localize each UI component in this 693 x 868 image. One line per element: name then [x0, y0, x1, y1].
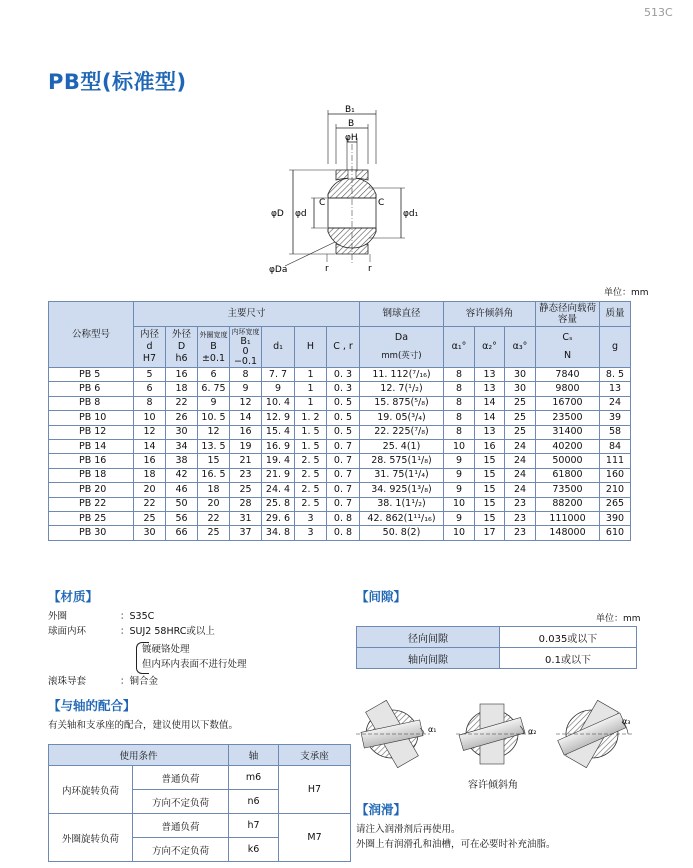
cell-g: 58 — [600, 425, 631, 439]
cell-a3: 24 — [505, 454, 536, 468]
table-row — [49, 454, 631, 468]
cell-a3: 30 — [505, 382, 536, 396]
cell-a3: 25 — [505, 396, 536, 410]
cell-da: 19. 05(³/₄) — [360, 411, 444, 425]
tilt-label-a3: α₃ — [622, 717, 631, 726]
cell-b1: 9 — [230, 382, 262, 396]
table-row — [49, 511, 631, 525]
cell-d: 6 — [134, 382, 166, 396]
cell-cs: 40200 — [536, 439, 600, 453]
tilt-angle-diagram — [352, 694, 642, 774]
fit-shaft: n6 — [229, 790, 279, 814]
label-b: B — [348, 119, 355, 129]
spec-table-body — [49, 368, 631, 541]
cell-d1: 15. 4 — [262, 425, 295, 439]
unit-label: 单位：mm — [604, 288, 649, 298]
cell-h: 3 — [295, 526, 327, 540]
clearance-label: 径向间隙 — [357, 627, 500, 648]
cell-a2: 15 — [475, 483, 505, 497]
cell-d: 16 — [134, 454, 166, 468]
fit-row — [49, 814, 351, 838]
inner-ring-value: ：SUJ2 58HRC或以上 — [120, 626, 215, 637]
cell-d1: 10. 4 — [262, 396, 295, 410]
cell-d: 26 — [166, 411, 198, 425]
header-B1-name: 内环宽度 — [231, 328, 260, 336]
fit-table — [48, 744, 351, 862]
cell-h: 1. 5 — [295, 439, 327, 453]
table-row — [49, 526, 631, 540]
cell-cs: 7840 — [536, 368, 600, 382]
table-row — [49, 396, 631, 410]
header-a3: α₃° — [505, 327, 536, 368]
cell-g: 39 — [600, 411, 631, 425]
cell-a3: 23 — [505, 511, 536, 525]
fit-description: 有关轴和支承座的配合，建议使用以下数值。 — [48, 720, 239, 731]
header-B-sym: B — [210, 341, 217, 352]
header-d1: d₁ — [262, 327, 295, 368]
cell-d: 30 — [134, 526, 166, 540]
label-phi-Da: φDa — [269, 265, 288, 274]
cell-b: 13. 5 — [198, 439, 230, 453]
cell-d1: 12. 9 — [262, 411, 295, 425]
cell-cr: 0. 7 — [327, 454, 360, 468]
cell-b1: 37 — [230, 526, 262, 540]
table-row — [49, 411, 631, 425]
cell-b: 9 — [198, 396, 230, 410]
header-Cr: C , r — [327, 327, 360, 368]
cell-model: PB 25 — [49, 511, 134, 525]
cell-b1: 31 — [230, 511, 262, 525]
cell-model: PB 5 — [49, 368, 134, 382]
header-mass: 质量 — [600, 302, 631, 327]
cell-b: 15 — [198, 454, 230, 468]
cell-d: 46 — [166, 483, 198, 497]
cell-cr: 0. 7 — [327, 439, 360, 453]
header-B1-tol-upper: 0 — [242, 346, 249, 357]
cell-b1: 28 — [230, 497, 262, 511]
cell-cr: 0. 7 — [327, 483, 360, 497]
cell-a1: 8 — [444, 396, 475, 410]
cell-cs: 61800 — [536, 468, 600, 482]
cell-d: 38 — [166, 454, 198, 468]
cell-d: 56 — [166, 511, 198, 525]
cell-cr: 0. 7 — [327, 497, 360, 511]
header-Da-sym: Da — [394, 332, 409, 343]
header-Cs-sym: Cₛ — [562, 332, 573, 343]
cell-d: 12 — [134, 425, 166, 439]
cell-b: 25 — [198, 526, 230, 540]
label-b1: B₁ — [345, 105, 355, 115]
table-row — [49, 483, 631, 497]
header-Cs-unit: N — [563, 350, 572, 361]
cell-cs: 31400 — [536, 425, 600, 439]
cell-d: 20 — [134, 483, 166, 497]
header-a1: α₁° — [444, 327, 475, 368]
label-r-2: r — [368, 264, 372, 274]
cell-h: 3 — [295, 511, 327, 525]
cell-model: PB 6 — [49, 382, 134, 396]
header-Da — [360, 327, 444, 368]
cell-a3: 25 — [505, 411, 536, 425]
cell-a1: 8 — [444, 368, 475, 382]
cell-da: 22. 225(⁷/₈) — [360, 425, 444, 439]
table-row — [49, 439, 631, 453]
cell-model: PB 14 — [49, 439, 134, 453]
page-number: 513C — [644, 6, 673, 19]
header-B — [198, 327, 230, 368]
header-model: 公称型号 — [49, 302, 134, 368]
cell-b1: 8 — [230, 368, 262, 382]
cell-da: 50. 8(2) — [360, 526, 444, 540]
header-D-sym: D — [177, 341, 186, 352]
cell-a1: 9 — [444, 483, 475, 497]
header-D-tol: h6 — [175, 353, 188, 364]
fit-condition: 外圈旋转负荷 — [49, 814, 133, 862]
cell-d: 14 — [134, 439, 166, 453]
tilt-fig-3 — [556, 700, 634, 767]
cell-a2: 14 — [475, 396, 505, 410]
cell-cs: 88200 — [536, 497, 600, 511]
header-D — [166, 327, 198, 368]
spec-table — [48, 301, 631, 541]
cell-cr: 0. 8 — [327, 511, 360, 525]
fit-condition: 内环旋转负荷 — [49, 766, 133, 814]
cell-a2: 17 — [475, 526, 505, 540]
cell-a3: 23 — [505, 497, 536, 511]
cell-da: 34. 925(1³/₈) — [360, 483, 444, 497]
cell-g: 24 — [600, 396, 631, 410]
cell-d1: 16. 9 — [262, 439, 295, 453]
material-note-1: 镀硬铬处理 — [142, 644, 190, 655]
header-a2: α₂° — [475, 327, 505, 368]
cell-g: 610 — [600, 526, 631, 540]
label-phi-D: φD — [271, 209, 284, 219]
liner-value: ：铜合金 — [120, 676, 159, 687]
cell-b: 6 — [198, 368, 230, 382]
clearance-value: 0.035或以下 — [500, 627, 637, 648]
cell-b1: 14 — [230, 411, 262, 425]
cell-b: 6. 75 — [198, 382, 230, 396]
cell-b: 22 — [198, 511, 230, 525]
fit-header-shaft: 轴 — [229, 745, 279, 766]
cell-h: 2. 5 — [295, 483, 327, 497]
cell-da: 42. 862(1¹¹/₁₆) — [360, 511, 444, 525]
table-row — [49, 368, 631, 382]
cell-a1: 9 — [444, 454, 475, 468]
cell-cs: 50000 — [536, 454, 600, 468]
lubrication-line-1: 请注入润滑剂后再使用。 — [356, 824, 461, 835]
cell-model: PB 16 — [49, 454, 134, 468]
header-B-name: 外圈宽度 — [199, 331, 228, 339]
cell-b1: 23 — [230, 468, 262, 482]
cell-model: PB 8 — [49, 396, 134, 410]
clearance-label: 轴向间隙 — [357, 648, 500, 669]
cell-model: PB 22 — [49, 497, 134, 511]
label-c-left: C — [319, 198, 326, 208]
fit-header-condition: 使用条件 — [49, 745, 229, 766]
cell-h: 2. 5 — [295, 468, 327, 482]
cell-d: 66 — [166, 526, 198, 540]
cell-cs: 73500 — [536, 483, 600, 497]
cell-a2: 15 — [475, 497, 505, 511]
cell-d: 16 — [166, 368, 198, 382]
lubrication-line-2: 外圈上有润滑孔和油槽，可在必要时补充油脂。 — [356, 839, 556, 850]
cell-d: 34 — [166, 439, 198, 453]
cell-b1: 25 — [230, 483, 262, 497]
cell-a3: 24 — [505, 468, 536, 482]
cell-g: 210 — [600, 483, 631, 497]
cell-d: 30 — [166, 425, 198, 439]
cell-h: 2. 5 — [295, 497, 327, 511]
cell-d: 5 — [134, 368, 166, 382]
cell-da: 38. 1(1¹/₂) — [360, 497, 444, 511]
label-c-right: C — [378, 198, 385, 208]
cell-b1: 12 — [230, 396, 262, 410]
cell-cs: 16700 — [536, 396, 600, 410]
cell-d: 42 — [166, 468, 198, 482]
cell-g: 265 — [600, 497, 631, 511]
cell-b: 20 — [198, 497, 230, 511]
cell-h: 1 — [295, 396, 327, 410]
cell-a1: 9 — [444, 468, 475, 482]
fit-header-housing: 支承座 — [279, 745, 351, 766]
cell-d: 22 — [166, 396, 198, 410]
cell-a3: 23 — [505, 526, 536, 540]
cell-h: 1. 2 — [295, 411, 327, 425]
header-tilt: 容许倾斜角 — [444, 302, 536, 327]
cell-a2: 13 — [475, 368, 505, 382]
header-H: H — [295, 327, 327, 368]
cell-d1: 9 — [262, 382, 295, 396]
label-phi-h: φH — [345, 133, 358, 143]
header-B1 — [230, 327, 262, 368]
cell-b: 10. 5 — [198, 411, 230, 425]
table-row — [49, 425, 631, 439]
cell-b: 18 — [198, 483, 230, 497]
cell-model: PB 18 — [49, 468, 134, 482]
cell-a1: 10 — [444, 526, 475, 540]
cell-model: PB 10 — [49, 411, 134, 425]
fit-shaft: m6 — [229, 766, 279, 790]
cell-a2: 14 — [475, 411, 505, 425]
cell-d: 22 — [134, 497, 166, 511]
cell-b1: 21 — [230, 454, 262, 468]
table-row — [49, 468, 631, 482]
cell-cr: 0. 5 — [327, 396, 360, 410]
tilt-label-a2: α₂ — [528, 727, 537, 736]
fit-shaft: k6 — [229, 838, 279, 862]
header-Da-unit: mm(英寸) — [381, 351, 422, 361]
fit-load: 方向不定负荷 — [133, 838, 229, 862]
cell-d1: 19. 4 — [262, 454, 295, 468]
cell-cr: 0. 3 — [327, 368, 360, 382]
tilt-label-a1: α₁ — [428, 725, 437, 734]
cell-h: 1. 5 — [295, 425, 327, 439]
cell-a3: 30 — [505, 368, 536, 382]
cell-h: 1 — [295, 382, 327, 396]
cell-da: 15. 875(⁵/₈) — [360, 396, 444, 410]
cell-d1: 24. 4 — [262, 483, 295, 497]
cell-a1: 10 — [444, 497, 475, 511]
cell-g: 13 — [600, 382, 631, 396]
material-note-2: 但内环内表面不进行处理 — [142, 659, 247, 670]
cell-d1: 29. 6 — [262, 511, 295, 525]
cell-a3: 24 — [505, 439, 536, 453]
header-B1-sym: B₁ — [240, 336, 251, 347]
cell-cr: 0. 5 — [327, 425, 360, 439]
header-Cs — [536, 327, 600, 368]
cell-d: 50 — [166, 497, 198, 511]
cell-d: 8 — [134, 396, 166, 410]
cell-d: 18 — [166, 382, 198, 396]
cell-da: 25. 4(1) — [360, 439, 444, 453]
header-ball-dia: 钢球直径 — [360, 302, 444, 327]
cell-a2: 15 — [475, 454, 505, 468]
cell-model: PB 20 — [49, 483, 134, 497]
cell-a1: 8 — [444, 411, 475, 425]
cell-cr: 0. 3 — [327, 382, 360, 396]
cell-cs: 9800 — [536, 382, 600, 396]
cell-da: 31. 75(1¹/₄) — [360, 468, 444, 482]
cell-b1: 19 — [230, 439, 262, 453]
material-heading: 【材质】 — [48, 589, 99, 604]
cell-g: 160 — [600, 468, 631, 482]
cell-d1: 7. 7 — [262, 368, 295, 382]
cell-a2: 15 — [475, 511, 505, 525]
clearance-row — [357, 627, 637, 648]
cell-cr: 0. 5 — [327, 411, 360, 425]
fit-shaft: h7 — [229, 814, 279, 838]
cell-a3: 25 — [505, 425, 536, 439]
cell-a1: 8 — [444, 382, 475, 396]
tilt-fig-1 — [356, 700, 430, 767]
lubrication-heading: 【润滑】 — [356, 802, 407, 817]
header-g: g — [600, 327, 631, 368]
cell-h: 1 — [295, 368, 327, 382]
cell-model: PB 30 — [49, 526, 134, 540]
cell-b1: 16 — [230, 425, 262, 439]
outer-ring-value: ：S35C — [120, 611, 155, 622]
cell-a3: 24 — [505, 483, 536, 497]
bearing-diagram — [265, 104, 445, 274]
inner-ring-label: 球面内环 — [48, 626, 87, 637]
table-row — [49, 382, 631, 396]
header-D-name: 外径 — [171, 329, 191, 340]
clearance-row — [357, 648, 637, 669]
fit-row — [49, 766, 351, 790]
header-B-tol: ±0.1 — [201, 353, 226, 364]
header-d — [134, 327, 166, 368]
cell-g: 390 — [600, 511, 631, 525]
cell-a1: 10 — [444, 439, 475, 453]
cell-cs: 148000 — [536, 526, 600, 540]
cell-a2: 13 — [475, 425, 505, 439]
fit-load: 方向不定负荷 — [133, 790, 229, 814]
page-title: PB型(标准型) — [48, 70, 187, 94]
cell-a1: 9 — [444, 511, 475, 525]
cell-d1: 34. 8 — [262, 526, 295, 540]
tilt-fig-2 — [456, 704, 532, 764]
cell-d1: 21. 9 — [262, 468, 295, 482]
header-main-dims: 主要尺寸 — [134, 302, 360, 327]
label-phi-d1: φd₁ — [403, 209, 419, 219]
fit-housing: M7 — [279, 814, 351, 862]
fit-heading: 【与轴的配合】 — [48, 698, 136, 713]
tilt-caption: 容许倾斜角 — [468, 780, 518, 791]
clearance-table — [356, 626, 637, 669]
cell-da: 28. 575(1¹/₈) — [360, 454, 444, 468]
cell-b: 16. 5 — [198, 468, 230, 482]
header-d-sym: d — [146, 341, 153, 352]
header-d-tol: H7 — [142, 353, 157, 364]
cell-d: 25 — [134, 511, 166, 525]
cell-d1: 25. 8 — [262, 497, 295, 511]
cell-a2: 13 — [475, 382, 505, 396]
cell-a2: 16 — [475, 439, 505, 453]
cell-model: PB 12 — [49, 425, 134, 439]
cell-g: 8. 5 — [600, 368, 631, 382]
fit-housing: H7 — [279, 766, 351, 814]
table-row — [49, 497, 631, 511]
fit-load: 普通负荷 — [133, 814, 229, 838]
cell-da: 12. 7(¹/₂) — [360, 382, 444, 396]
cell-b: 12 — [198, 425, 230, 439]
cell-a2: 15 — [475, 468, 505, 482]
cell-d: 18 — [134, 468, 166, 482]
cell-d: 10 — [134, 411, 166, 425]
label-phi-d: φd — [295, 209, 307, 219]
label-r-1: r — [325, 264, 329, 274]
clearance-heading: 【间隙】 — [356, 589, 407, 604]
cell-cr: 0. 7 — [327, 468, 360, 482]
clearance-unit: 单位：mm — [596, 614, 641, 624]
header-d-name: 内径 — [139, 329, 159, 340]
cell-da: 11. 112(⁷/₁₆) — [360, 368, 444, 382]
cell-a1: 8 — [444, 425, 475, 439]
fit-load: 普通负荷 — [133, 766, 229, 790]
clearance-value: 0.1或以下 — [500, 648, 637, 669]
cell-g: 84 — [600, 439, 631, 453]
cell-cs: 23500 — [536, 411, 600, 425]
header-B1-tol-lower: −0.1 — [233, 356, 258, 367]
outer-ring-label: 外圈 — [48, 611, 68, 622]
cell-cs: 111000 — [536, 511, 600, 525]
header-static-load: 静态径向载荷容量 — [536, 302, 600, 327]
cell-g: 111 — [600, 454, 631, 468]
cell-cr: 0. 8 — [327, 526, 360, 540]
cell-h: 2. 5 — [295, 454, 327, 468]
liner-label: 滚珠导套 — [48, 676, 87, 687]
